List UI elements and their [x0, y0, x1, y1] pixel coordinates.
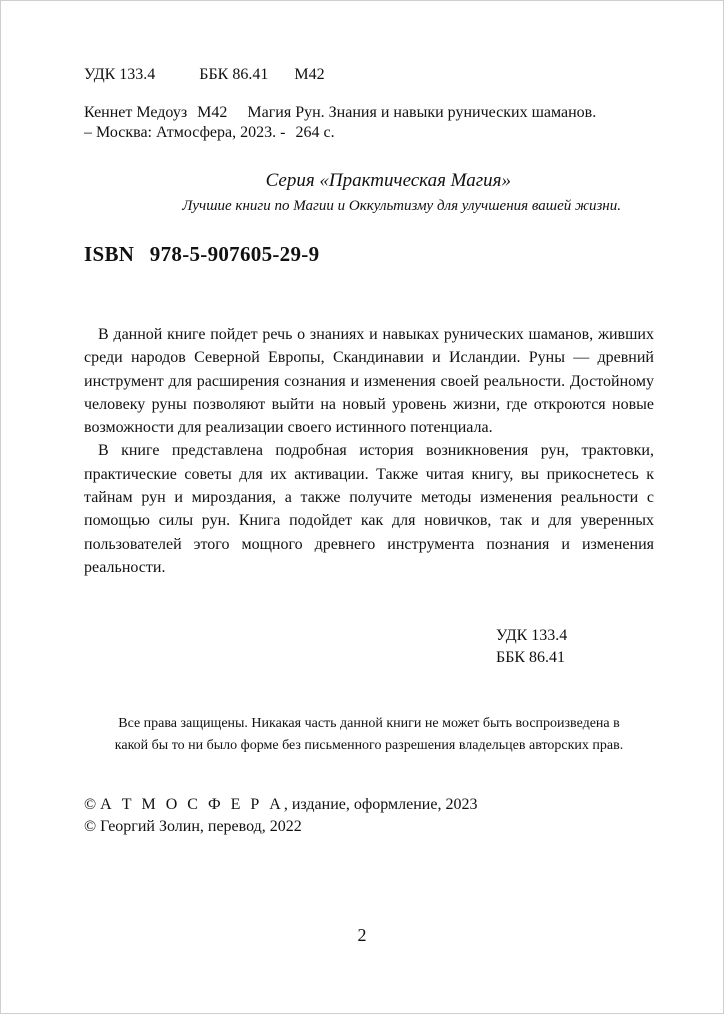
book-title: Магия Рун. Знания и навыки рунических шаманов. — [247, 104, 597, 121]
classification-bbk: ББК 86.41 — [496, 649, 566, 666]
annotation — [84, 323, 654, 579]
series-subtitle: Лучшие книги по Магии и Оккультизму для улучшения вашей жизни. — [182, 198, 621, 214]
publisher-rights: , издание, оформление, 2023 — [283, 796, 478, 813]
page-number: 2 — [357, 925, 367, 945]
header-codes — [84, 66, 325, 84]
rights-notice — [84, 713, 654, 757]
annotation-paragraph-1: В данной книге пойдет речь о знаниях и навыках рунических шаманов, живших среди народов Северной Европы, Скандинавии и Исландии. Руны — древний инструмент для расширения сознания и изменения своей реальности. Достойному человеку руны позволяют выйти на новый уровень жизни, где откроются новые возможности для реализации своего истинного потенциала. — [84, 326, 654, 437]
classification-codes — [496, 625, 567, 669]
header-udk: УДК 133.4 — [84, 66, 156, 83]
annotation-paragraph-2: В книге представлена подробная история возникновения рун, трактовки, практические советы для их активации. Также читая книгу, вы прикоснетесь к тайнам рун и мироздания, а также получите методы изменения реальности с помощью силы рун. Книга подойдет как для новичков, так и для уверенных пользователей этого мощного древнего инструмента познания и изменения реальности. — [84, 442, 654, 576]
rights-notice-line-2: какой бы то ни было форме без письменного разрешения владельцев авторских прав. — [114, 738, 624, 753]
author-name: Кеннет Медоуз — [84, 104, 188, 121]
publisher-name: А Т М О С Ф Е Р А — [100, 796, 284, 813]
isbn-label: ISBN — [84, 242, 135, 266]
copyright-translator: © Георгий Золин, перевод, 2022 — [84, 818, 302, 835]
publication-info: – Москва: Атмосфера, 2023. - — [84, 124, 286, 141]
page-count: 264 с. — [295, 124, 335, 141]
bibliographic-record-line-1 — [84, 104, 596, 122]
bibliographic-record-line-2 — [84, 124, 335, 142]
author-mark: М42 — [197, 104, 228, 121]
isbn-number: 978-5-907605-29-9 — [149, 242, 320, 266]
header-bbk: ББК 86.41 — [199, 66, 269, 83]
header-author-mark: М42 — [294, 66, 325, 83]
classification-udk: УДК 133.4 — [496, 627, 568, 644]
rights-notice-line-1: Все права защищены. Никакая часть данной книги не может быть воспроизведена в — [118, 716, 620, 731]
isbn — [84, 242, 319, 267]
copyright-publisher — [84, 794, 477, 816]
copyright-symbol: © — [84, 796, 97, 813]
series-title: Серия «Практическая Магия» — [265, 170, 511, 191]
copyright — [84, 794, 477, 838]
